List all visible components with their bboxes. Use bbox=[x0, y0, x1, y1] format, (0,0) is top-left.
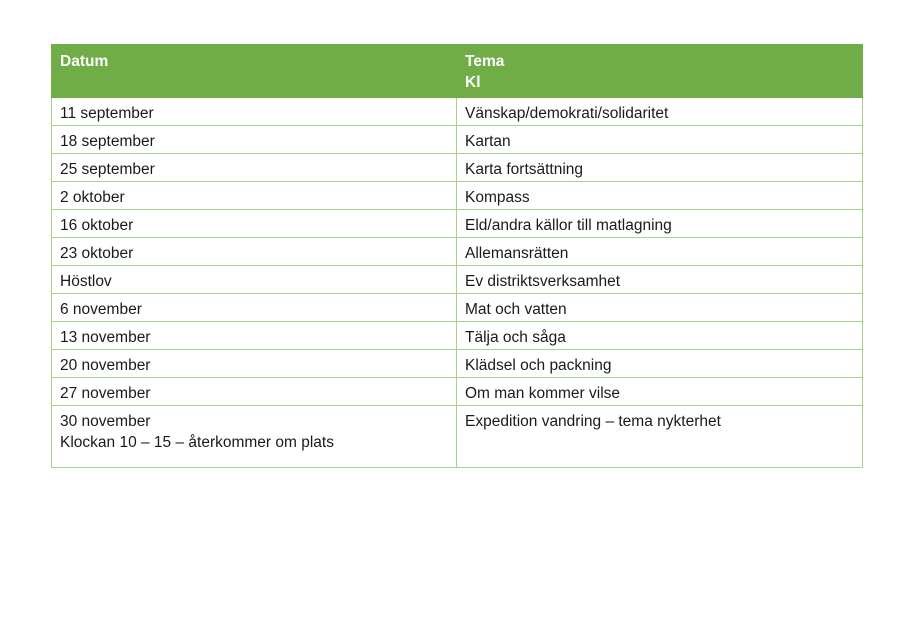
theme-cell: Om man kommer vilse bbox=[457, 378, 863, 406]
date-cell: 13 november bbox=[52, 322, 457, 350]
theme-cell: Klädsel och packning bbox=[457, 350, 863, 378]
theme-cell: Allemansrätten bbox=[457, 238, 863, 266]
date-cell: 25 september bbox=[52, 154, 457, 182]
table-row bbox=[52, 322, 863, 350]
table-row bbox=[52, 154, 863, 182]
date-cell: 16 oktober bbox=[52, 210, 457, 238]
table-row bbox=[52, 238, 863, 266]
date-note: Klockan 10 – 15 – återkommer om plats bbox=[60, 434, 334, 451]
table-row bbox=[52, 126, 863, 154]
date-cell: 6 november bbox=[52, 294, 457, 322]
table-row bbox=[52, 210, 863, 238]
theme-cell: Tälja och såga bbox=[457, 322, 863, 350]
theme-cell: Karta fortsättning bbox=[457, 154, 863, 182]
header-date bbox=[52, 45, 457, 98]
table-row bbox=[52, 294, 863, 322]
theme-cell: Mat och vatten bbox=[457, 294, 863, 322]
date-cell: 2 oktober bbox=[52, 182, 457, 210]
header-theme bbox=[457, 45, 863, 98]
date-cell: 23 oktober bbox=[52, 238, 457, 266]
date-cell: Höstlov bbox=[52, 266, 457, 294]
table-row bbox=[52, 182, 863, 210]
date-cell: 11 september bbox=[52, 98, 457, 126]
theme-cell: Expedition vandring – tema nykterhet bbox=[457, 406, 863, 468]
header-time-label: Kl bbox=[465, 74, 481, 91]
table-row bbox=[52, 350, 863, 378]
table-row bbox=[52, 406, 863, 468]
header-row bbox=[52, 45, 863, 98]
schedule-table bbox=[51, 44, 863, 468]
date-cell: 18 september bbox=[52, 126, 457, 154]
date-cell: 20 november bbox=[52, 350, 457, 378]
theme-cell: Kompass bbox=[457, 182, 863, 210]
table-row bbox=[52, 98, 863, 126]
header-theme-label: Tema bbox=[465, 53, 505, 70]
date-cell bbox=[52, 406, 457, 468]
table-row bbox=[52, 266, 863, 294]
date-cell: 27 november bbox=[52, 378, 457, 406]
theme-cell: Vänskap/demokrati/solidaritet bbox=[457, 98, 863, 126]
theme-cell: Eld/andra källor till matlagning bbox=[457, 210, 863, 238]
theme-cell: Ev distriktsverksamhet bbox=[457, 266, 863, 294]
date-text: 30 november bbox=[60, 413, 151, 430]
theme-cell: Kartan bbox=[457, 126, 863, 154]
header-date-label: Datum bbox=[60, 53, 109, 70]
table-row bbox=[52, 378, 863, 406]
